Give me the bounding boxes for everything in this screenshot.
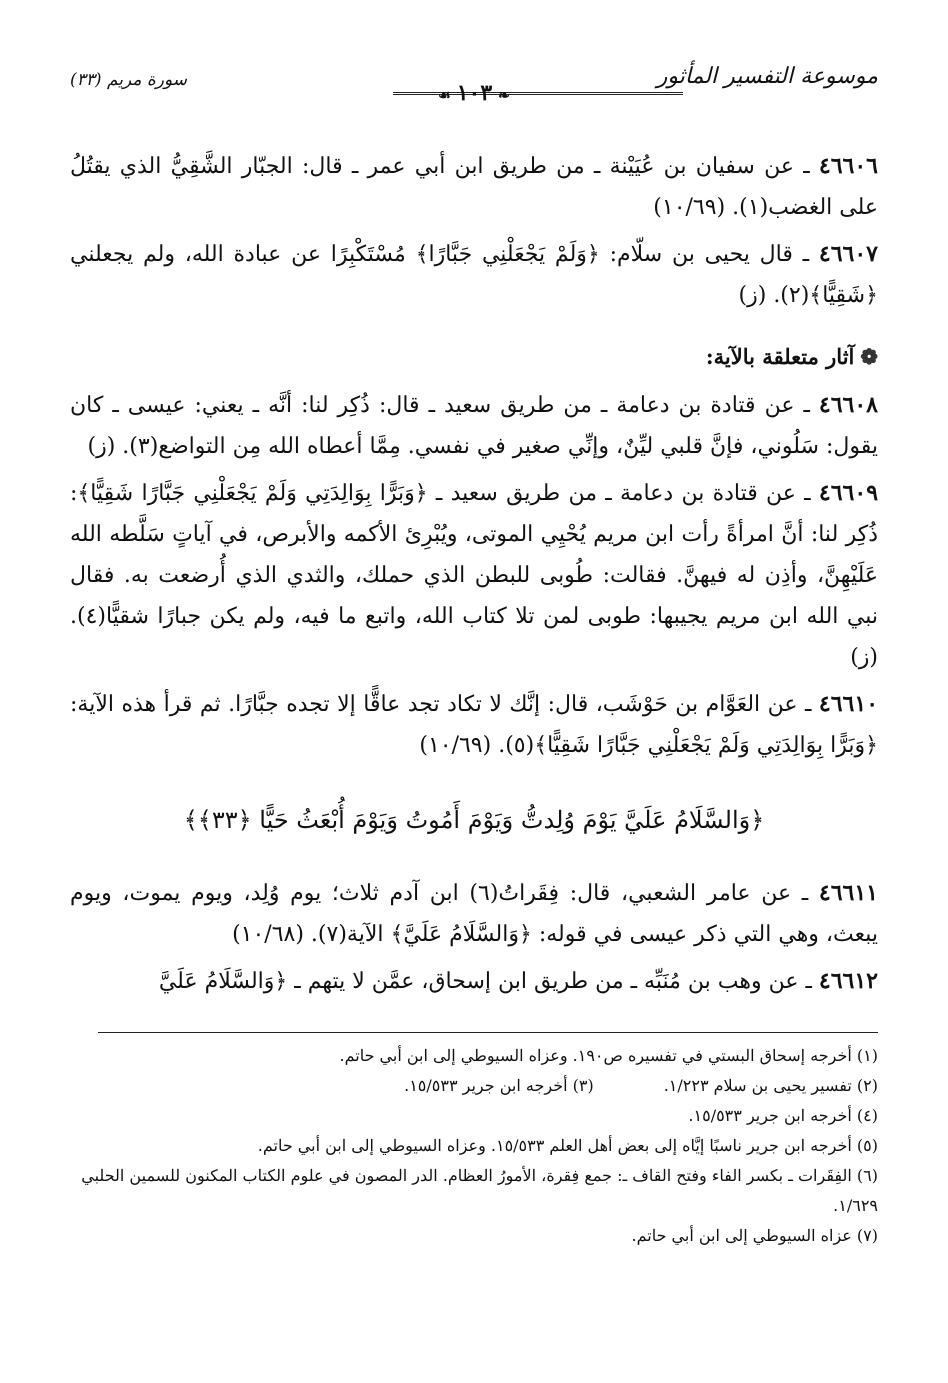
footnote: (٤) أخرجه ابن جرير ١٥/٥٣٣. (688, 1106, 878, 1125)
narration-text: ـ قال يحيى بن سلّام: ﴿وَلَمْ يَجْعَلْنِي جَبَّارًا﴾ مُسْتَكْبِرًا عن عبادة الله، ولم يجعلني ﴿شَقِيًّا﴾(٢). (ز) (70, 242, 878, 308)
book-title: موسوعة التفسير المأثور (656, 64, 878, 89)
page-number (70, 80, 878, 106)
footnote: (١) أخرجه إسحاق البستي في تفسيره ص١٩٠. وعزاه السيوطي إلى ابن أبي حاتم. (339, 1046, 878, 1065)
footnote: (٢) تفسير يحيى بن سلام ١/٢٢٣. (663, 1076, 878, 1095)
footnote: (٥) أخرجه ابن جرير ناسبًا إيَّاه إلى بعض أهل العلم ١٥/٥٣٣. وعزاه السيوطي إلى ابن أبي حاتم. (257, 1136, 878, 1155)
narration-number: ٤٦٦٠٦ (818, 153, 878, 179)
flower-icon: ❁ (860, 344, 878, 369)
footnotes (70, 1041, 878, 1251)
narration-number: ٤٦٦١٠ (818, 691, 879, 717)
footnote-row (70, 1071, 878, 1101)
narration-text: ـ عن قتادة بن دعامة ـ من طريق سعيد ـ ﴿وَبَرًّا بِوَالِدَتِي وَلَمْ يَجْعَلْنِي جَبَّارًا شَقِيًّا﴾: ذُكِر لنا: أنَّ امرأةً رأت ابن مريم يُحْيِي الموتى، ويُبْرِئ الأكمه والأبرص، في آياتٍ سَلَّطه الله عَلَيْهِنَّ، وأذِن له فيهنَّ. فقالت: طُوبى للبطن الذي حملك، والثدي الذي أُرضعت به. فقال نبي الله ابن مريم يجيبها: طوبى لمن تلا كتاب الله، واتبع ما فيه، ولم يكن جبارًا شقيًّا(٤). (ز) (70, 481, 879, 670)
narration-number: ٤٦٦١٢ (818, 968, 878, 994)
narration-number: ٤٦٦٠٩ (818, 480, 879, 506)
quran-verse: ﴿وَالسَّلَامُ عَلَيَّ يَوْمَ وُلِدتُّ وَيَوْمَ أَمُوتُ وَيَوْمَ أُبْعَثُ حَيًّا ﴿٣٣﴾﴾ (183, 806, 765, 834)
surah-label: سورة مريم (٣٣) (70, 70, 188, 90)
narration-number: ٤٦٦٠٨ (818, 392, 878, 418)
footnote-separator (98, 1032, 878, 1033)
narration-number: ٤٦٦١١ (818, 880, 878, 906)
narration (70, 873, 878, 955)
narration-text: ـ عن عامر الشعبي، قال: فِقَراتُ(٦) ابن آدم ثلاث؛ يوم وُلِد، ويوم يموت، ويوم يبعث، وهي التي ذكر عيسى في قوله: ﴿وَالسَّلَامُ عَلَيَّ﴾ الآية(٧). (١٠/٦٨) (70, 881, 878, 947)
narration-text: ـ عن سفيان بن عُيَيْنة ـ من طريق ابن أبي عمر ـ قال: الجبّار الشَّقِيُّ الذي يقتُلُ على الغضب(١). (١٠/٦٩) (70, 154, 878, 220)
narration (70, 684, 878, 766)
section-heading-text: آثار متعلقة بالآية: (705, 344, 855, 369)
section-heading (70, 336, 878, 377)
page-body (70, 146, 878, 1002)
narration (70, 385, 878, 467)
narration-text: ـ عن قتادة بن دعامة ـ من طريق سعيد ـ قال: ذُكِر لنا: أنَّه ـ يعني: عيسى ـ كان يقول: سَلُوني، فإنَّ قلبي ليِّنٌ، وإنِّي صغير في نفسي. مِمَّا أعطاه الله مِن التواضع(٣). (ز) (70, 393, 878, 459)
book-page (70, 58, 878, 1251)
footnote: (٧) عزاه السيوطي إلى ابن أبي حاتم. (631, 1226, 878, 1245)
narration-text: ـ عن العَوَّام بن حَوْشَب، قال: إنَّك لا تكاد تجد عاقًّا إلا تجده جبَّارًا. ثم قرأ هذه الآية: ﴿وَبَرًّا بِوَالِدَتِي وَلَمْ يَجْعَلْنِي جَبَّارًا شَقِيًّا﴾(٥). (١٠/٦٩) (70, 692, 878, 758)
footnote: (٣) أخرجه ابن جرير ١٥/٥٣٣. (404, 1076, 594, 1095)
narration (70, 234, 878, 316)
ornament-icon: ☙ (438, 88, 451, 104)
narration-text: ـ عن وهب بن مُنَبِّه ـ من طريق ابن إسحاق، عمَّن لا يتهم ـ ﴿وَالسَّلَامُ عَلَيَّ (158, 969, 812, 994)
narration-number: ٤٦٦٠٧ (818, 241, 878, 267)
ornament-icon: ❧ (498, 88, 510, 104)
footnote: (٦) الفِقَرات ـ بكسر الفاء وفتح القاف ـ: جمع فِقرة، الأمورُ العظام. الدر المصون في علوم الكتاب المكنون للسمين الحلبي ١/٦٢٩. (81, 1166, 878, 1215)
narration (70, 961, 878, 1002)
page-header (70, 58, 878, 110)
page-number-text: ١٠٣ (456, 80, 493, 106)
narration (70, 473, 878, 678)
narration (70, 146, 878, 228)
